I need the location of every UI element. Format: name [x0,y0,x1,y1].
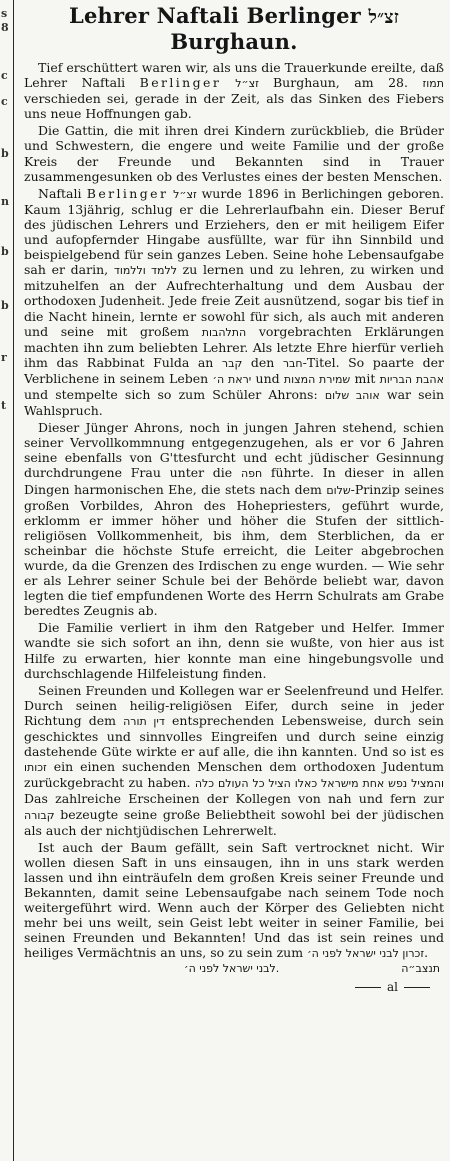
hebrew-term: שמירת המצות [283,372,351,386]
signature-initials: al [387,980,398,995]
text-run: Das zahlreiche Erscheinen der Kollegen von nah und fern zur [24,791,444,807]
text-run: Ist auch der Baum gefällt, sein Saft vertrocknet nicht. Wir wollen diesen Saft in uns einsaugen, ihn in uns stark werden lassen und ihn einträufeln dem großen Kreis seiner Freunde und Bekannten, damit seine Lebensaufgabe nach seinem Tode noch weitergeführt wird. Wenn auch der Körper des Geliebten nicht mehr bei uns weilt, sein Geist lebt weiter in seiner Familie, bei seinen Freunden und Bekannten! Und das ist sein reines und heiliges Vermächtnis an uns, so zu sein zum [24,839,444,961]
headline [24,4,444,54]
text-run: . [424,945,429,961]
author-signature [24,980,444,994]
hebrew-term: חבר [282,356,303,370]
hebrew-term: תמוז [422,77,445,91]
text-run: und [251,370,284,386]
article-paragraph [24,420,444,618]
edge-mark: s [1,7,8,20]
hebrew-term: אוהב שלום [324,388,380,402]
hebrew-term: והמציל נפש אחת מישראל כאלו הציל כל העולם כלה [194,777,444,791]
headline-hebrew-honorific: זצ״ל [368,7,399,28]
hebrew-term: קבר [221,356,243,370]
closing-hebrew-phrase: לבני ישראל לפני ה׳. [184,962,280,976]
edge-mark: c [1,69,8,82]
article-paragraph [24,123,444,183]
text-run: bezeugte seine große Beliebtheit sowohl bei der jüdischen als auch der nichtjüdischen Lehrerwelt. [24,806,444,838]
text-run: wurde 1896 in Berlichingen geboren. Kaum 13jährig, schlug er die Lehrerlaufbahn ein. Dieser Beruf des jüdischen Lehrers und Erziehers, den er mit heiligem Eifer und aufopfernder Hingabe ausfüllte, war für ihn Sinnbild und beispielgebend für sein ganzes Leben. Seine hohe Lebensaufgabe sah er darin, [24,185,445,278]
text-run: -Prinzip seines großen Vorbildes, Ahron des Hohepriesters, geführt wurde, erklomm er immer höher und höher die Stufen der sittlich-religiösen Vollkommenheit, bis ihm, dem Sterblichen, da er scheinbar die höchste Stufe erreicht, die Leiter abgebrochen wurde, da die Grenzen des Irdischen zu enge wurden. — Wie sehr er als Lehrer seiner Schule bei der Behörde beliebt war, davon legten die tief empfundenen Worte des Herrn Schulrats am Grabe beredtes Zeugnis ab. [24,481,444,619]
closing-line [24,962,444,976]
text-run: Naftali [38,185,87,201]
hebrew-term: קבורה [24,808,55,822]
edge-mark: r [1,351,7,364]
article-paragraph [24,60,444,121]
text-run: und stempelte sich so zum Schüler Ahrons: [24,386,325,402]
adjacent-column-fragments [0,0,12,1161]
article-paragraph [24,186,444,418]
signature-dash-left [355,987,381,988]
edge-mark: b [1,147,9,160]
text-run: Seinen Freunden und Kollegen war er Seelenfreund und Helfer. Durch seinen heilig-religiösen Eifer, durch seine in jeder Richtung dem [24,682,444,728]
text-run: Dieser Jünger Ahrons, noch in jungen Jahren stehend, schien seiner Vervollkommnung entgegenzugehen, als er vor 6 Jahren seine ebenfalls von G'ttesfurcht und echt jüdischer Gesinnung durchdrungene Frau unter die [24,420,444,481]
text-run: -Titel. So paarte der Verblichene in seinem Leben [24,354,444,386]
headline-place: Burghaun. [170,29,298,54]
spaced-surname: Berlinger [86,185,169,201]
article-body [24,60,444,961]
edge-mark: 8 [1,21,9,34]
text-run: verschieden sei, gerade in der Zeit, als das Sinken des Fiebers uns neue Hoffnungen gab. [24,91,444,122]
text-run: mit [350,370,380,386]
edge-mark: n [1,195,9,208]
text-run: Die Familie verliert in ihm den Ratgeber und Helfer. Immer wandte sie sich sofort an ihn, denn sie wußte, von hier aus ist Hilfe zu erwarten, hier konnte man eine hingebungsvolle und durchschlagende Hilfeleistung finden. [24,620,444,681]
text-run: vorgebrachten Erklärungen machten ihn zum beliebten Lehrer. Als letzte Ehre hierfür verlieh ihm das Rabbinat Fulda an [24,323,444,370]
hebrew-term: יראת ה׳ [212,372,252,386]
edge-mark: t [1,399,7,412]
hebrew-term: אהבת הבריות [379,372,444,386]
text-run: entsprechenden Lebensweise, durch sein geschicktes und sinnvolles Eingreifen und durch seine einzig dastehende Güte wirkte er auf alle, die ihn kannten. Und so ist es [24,712,444,760]
text-run: zu lernen und zu lehren, zu wirken und mitzuhelfen an der Aufrechterhaltung und dem Ausbau der orthodoxen Judenheit. Jede freie Zeit ausnützend, sogar bis tief in die Nacht hinein, lernte er sowohl für sich, als auch mit anderen und seine mit großem [24,262,445,339]
column-divider [13,0,14,1161]
text-run: Burghaun, am 28. [272,75,423,91]
hebrew-term: זכותו [24,761,47,775]
text-run: Tief erschüttert waren wir, als uns die Trauerkunde ereilte, daß Lehrer Naftali [24,60,444,91]
edge-mark: b [1,299,9,312]
hebrew-term: התלהבות [201,325,247,339]
text-run: führte. In dieser in allen Dingen harmonischen Ehe, die stets nach dem [24,465,444,497]
hebrew-term: זצ״ל [168,187,202,201]
article-paragraph [24,840,444,962]
hebrew-term: ללמד וללמוד [113,264,177,278]
hebrew-term: דין תורה [123,714,165,728]
signature-dash-right [404,987,430,988]
text-run: den [242,354,283,370]
hebrew-term: זכרון לבני ישראל לפני ה׳ [307,947,425,961]
text-run: ein einen suchenden Menschen dem orthodoxen Judentum zurückgebracht zu haben. [24,759,444,791]
text-run: war sein Wahlspruch. [24,386,444,419]
article-paragraph [24,620,444,680]
hebrew-term: שלום [326,483,351,497]
article-paragraph [24,683,444,838]
closing-abbreviation: תנצב״ה [401,962,440,976]
hebrew-term: חפה [240,467,263,481]
headline-name: Lehrer Naftali Berlinger [69,3,361,28]
hebrew-term: זצ״ל [221,77,273,91]
edge-mark: b [1,245,9,258]
spaced-surname: Berlinger [139,75,222,91]
text-run: Die Gattin, die mit ihren drei Kindern zurückblieb, die Brüder und Schwestern, die engere und weite Familie und der große Kreis der Freunde und Bekannten sind in Trauer zusammengesunken ob des Verlustes eines der besten Menschen. [24,123,444,184]
edge-mark: c [1,95,8,108]
obituary-article [24,4,444,994]
